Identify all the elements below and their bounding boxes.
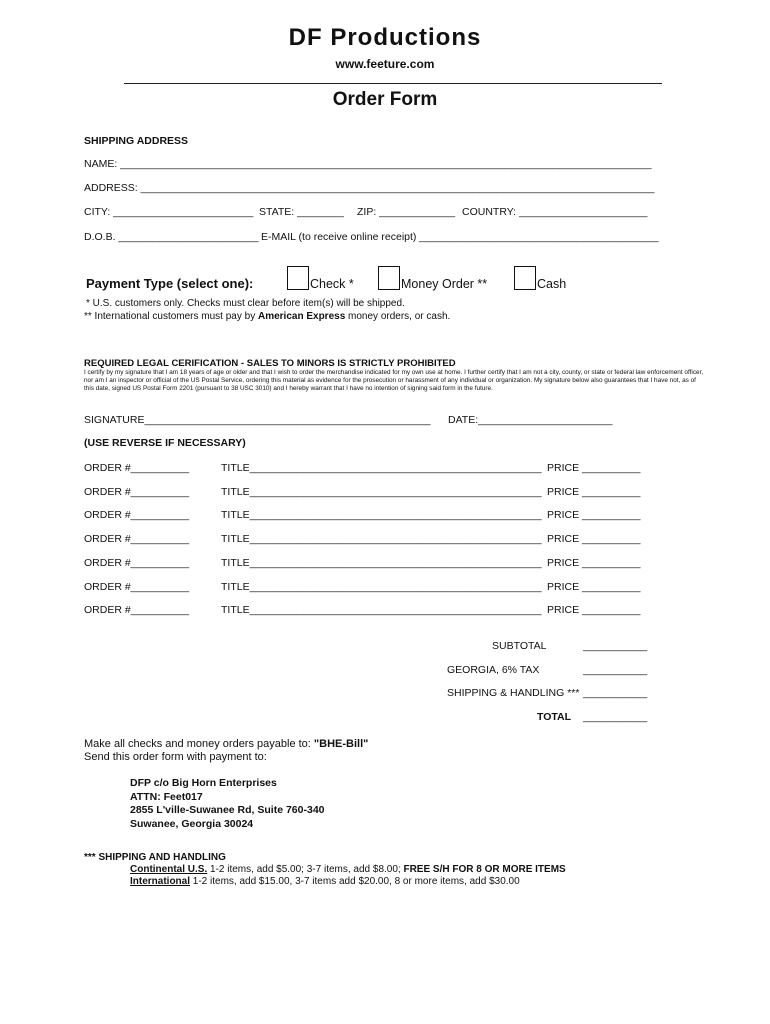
order-number-field[interactable]: ORDER #__________ xyxy=(84,581,190,593)
price-field[interactable]: PRICE __________ xyxy=(547,462,641,474)
payable-to-line: Make all checks and money orders payable to: "BHE-Bill" xyxy=(84,738,369,750)
price-field[interactable]: PRICE __________ xyxy=(547,509,641,521)
company-name: DF Productions xyxy=(288,24,482,51)
sh-international: International 1-2 items, add $15.00, 3-7 items add $20.00, 8 or more items, add $30.00 xyxy=(130,876,520,887)
total-label: TOTAL xyxy=(537,711,572,723)
cash-checkbox[interactable] xyxy=(514,266,536,290)
title-field[interactable]: TITLE__________________________________________________ xyxy=(221,581,542,593)
price-field[interactable]: PRICE __________ xyxy=(547,486,641,498)
total-field[interactable]: ___________ xyxy=(583,711,648,723)
date-field[interactable]: DATE:_______________________ xyxy=(448,414,613,426)
price-field[interactable]: PRICE __________ xyxy=(547,581,641,593)
send-form-line: Send this order form with payment to: xyxy=(84,751,267,763)
order-number-field[interactable]: ORDER #__________ xyxy=(84,509,190,521)
price-field[interactable]: PRICE __________ xyxy=(547,557,641,569)
name-field[interactable]: NAME: ___________________________________________________________________________________________ xyxy=(84,158,652,170)
email-field[interactable]: _________________________________________ xyxy=(419,231,659,243)
order-number-field[interactable]: ORDER #__________ xyxy=(84,533,190,545)
dob-field[interactable]: D.O.B. ________________________ xyxy=(84,231,259,243)
mail-address-line-1: DFP c/o Big Horn Enterprises xyxy=(130,777,277,789)
shipping-handling-field[interactable]: ___________ xyxy=(583,687,648,699)
check-option-label: Check * xyxy=(310,277,354,291)
signature-field[interactable]: SIGNATURE_________________________________________________ xyxy=(84,414,431,426)
tax-field[interactable]: ___________ xyxy=(583,664,648,676)
title-field[interactable]: TITLE__________________________________________________ xyxy=(221,486,542,498)
email-label: E-MAIL (to receive online receipt) xyxy=(261,231,417,243)
order-number-field[interactable]: ORDER #__________ xyxy=(84,486,190,498)
title-field[interactable]: TITLE__________________________________________________ xyxy=(221,604,542,616)
city-field[interactable]: CITY: ________________________ xyxy=(84,206,254,218)
sh-continental: Continental U.S. 1-2 items, add $5.00; 3-7 items, add $8.00; FREE S/H FOR 8 OR MORE ITEMS xyxy=(130,864,566,875)
tax-label: GEORGIA, 6% TAX xyxy=(447,664,540,676)
shipping-handling-label: SHIPPING & HANDLING *** xyxy=(447,687,580,699)
form-title: Order Form xyxy=(332,89,438,110)
mail-address-line-2: ATTN: Feet017 xyxy=(130,791,203,803)
money-order-checkbox[interactable] xyxy=(378,266,400,290)
mail-address-line-4: Suwanee, Georgia 30024 xyxy=(130,818,254,830)
address-field[interactable]: ADDRESS: ________________________________________________________________________________________ xyxy=(84,182,655,194)
legal-heading: REQUIRED LEGAL CERIFICATION - SALES TO MINORS IS STRICTLY PROHIBITED xyxy=(84,358,456,369)
title-field[interactable]: TITLE__________________________________________________ xyxy=(221,557,542,569)
reverse-note: (USE REVERSE IF NECESSARY) xyxy=(84,437,246,449)
order-number-field[interactable]: ORDER #__________ xyxy=(84,462,190,474)
title-field[interactable]: TITLE__________________________________________________ xyxy=(221,509,542,521)
company-website[interactable]: www.feeture.com xyxy=(335,57,435,71)
subtotal-field[interactable]: ___________ xyxy=(583,640,648,652)
zip-field[interactable]: ZIP: _____________ xyxy=(357,206,456,218)
order-number-field[interactable]: ORDER #__________ xyxy=(84,557,190,569)
order-number-field[interactable]: ORDER #__________ xyxy=(84,604,190,616)
payment-note-intl: ** International customers must pay by American Express money orders, or cash. xyxy=(84,311,451,322)
title-field[interactable]: TITLE__________________________________________________ xyxy=(221,533,542,545)
payment-type-label: Payment Type (select one): xyxy=(86,276,254,291)
title-field[interactable]: TITLE__________________________________________________ xyxy=(221,462,542,474)
sh-heading: *** SHIPPING AND HANDLING xyxy=(84,852,226,863)
legal-text: I certify by my signature that I am 18 years of age or older and that I wish to order the merchandise indicated for my own use at home. I further certify that I am not a city, county, or state or federal law enforcement officer, nor am I an inspector or official of the US Postal Service, ordering this material as evidence for the prosecution or harassment of any individual or organization. My signature below also guarantees that I have not, as of this date, signed US Postal Form 2201 (pursuant to 38 USC 3010) and I hereby warrant that I have no intention of signing said form in the future. xyxy=(84,369,704,393)
check-checkbox[interactable] xyxy=(287,266,309,290)
subtotal-label: SUBTOTAL xyxy=(492,640,547,652)
header-divider xyxy=(124,83,662,84)
cash-option-label: Cash xyxy=(537,277,567,291)
money-order-option-label: Money Order ** xyxy=(401,277,488,291)
price-field[interactable]: PRICE __________ xyxy=(547,604,641,616)
state-field[interactable]: STATE: ________ xyxy=(259,206,344,218)
mail-address-line-3: 2855 L'ville-Suwanee Rd, Suite 760-340 xyxy=(130,804,325,816)
payment-note-us: * U.S. customers only. Checks must clear before item(s) will be shipped. xyxy=(86,298,405,309)
shipping-heading: SHIPPING ADDRESS xyxy=(84,135,189,147)
price-field[interactable]: PRICE __________ xyxy=(547,533,641,545)
country-field[interactable]: COUNTRY: ______________________ xyxy=(462,206,648,218)
